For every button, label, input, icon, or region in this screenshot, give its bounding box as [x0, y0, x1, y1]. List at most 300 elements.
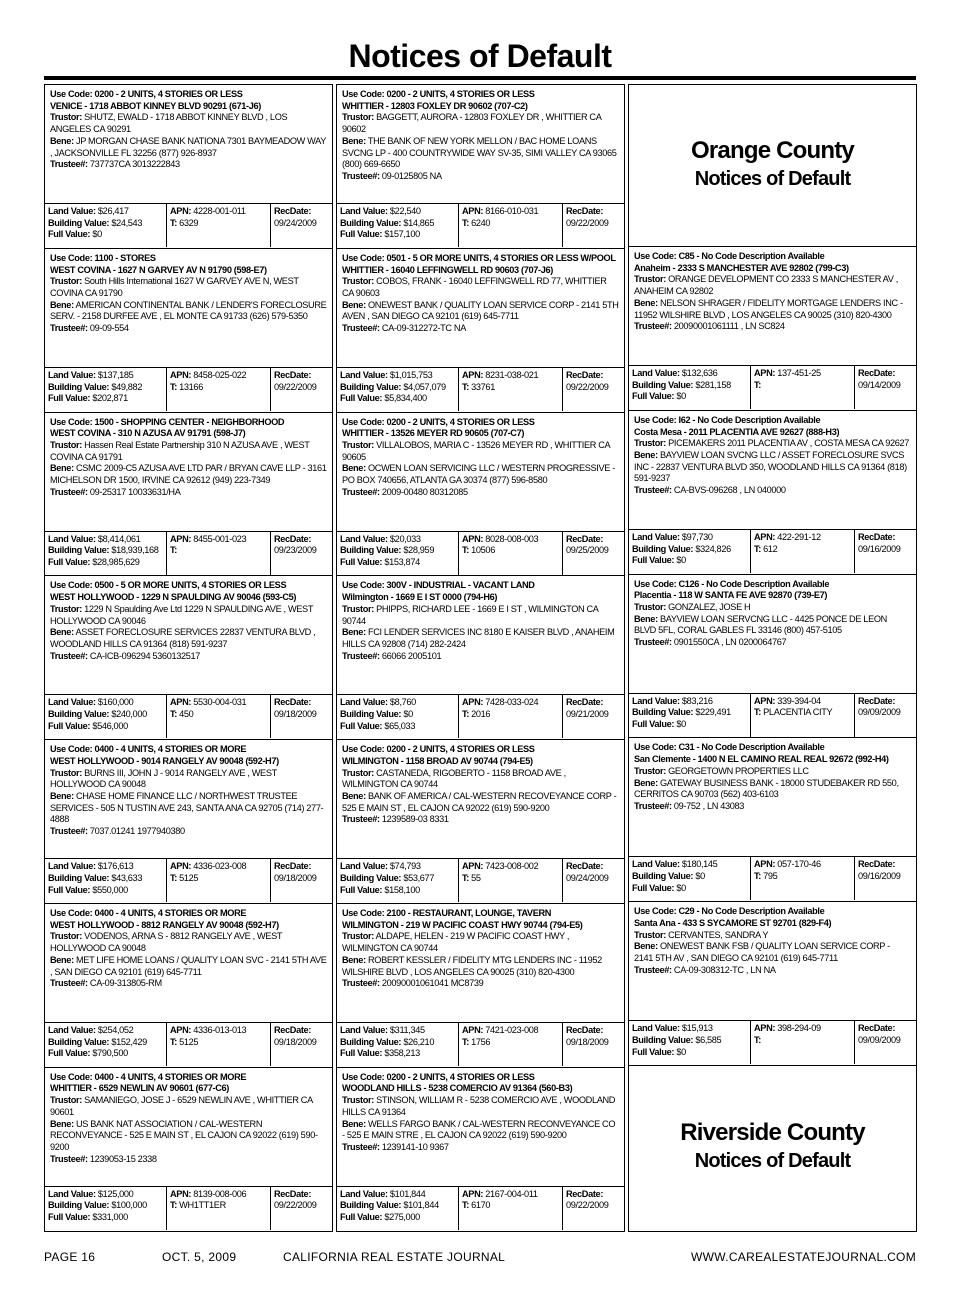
full-value: [340, 557, 455, 569]
notice-stats: [45, 695, 332, 738]
recdate-value: 09/25/2009: [566, 545, 609, 556]
trustor-value: South Hills International 1627 W GARVEY AVE N, WEST COVINA CA 91790: [50, 276, 299, 298]
trustor-value: BAGGETT, AURORA - 12803 FOXLEY DR , WHITTIER CA 90602: [342, 112, 601, 135]
tract-label: T:: [170, 545, 177, 556]
recdate-cell: [271, 695, 332, 738]
land-value-label: Land Value:: [632, 859, 680, 870]
property-address: Santa Ana - 433 S SYCAMORE ST 92701 (829-F4): [634, 917, 832, 928]
recdate-label: RecDate:: [566, 1024, 604, 1035]
notice-stats: [337, 695, 624, 738]
recdate-value: 09/22/2009: [566, 381, 609, 392]
trustee-value: CA-BVS-096268 , LN 040000: [673, 485, 786, 496]
tract-value: 6329: [179, 217, 199, 228]
beneficiary-label: Bene:: [342, 1118, 366, 1129]
full-value-label: Full Value:: [48, 1212, 91, 1223]
full-value: [48, 1048, 163, 1060]
trustee-line: [634, 637, 911, 649]
recdate-value: 09/21/2009: [566, 709, 609, 720]
apn-label: APN:: [170, 697, 192, 708]
trustee-line: [634, 801, 911, 813]
full-value: [340, 229, 455, 241]
trustor-line: [50, 112, 327, 135]
full-value-amount: $358,213: [384, 1048, 420, 1059]
value-cell: [337, 1023, 459, 1066]
footer-date: OCT. 5, 2009: [162, 1250, 237, 1264]
apn-cell: [167, 1023, 271, 1066]
trustor-line: [50, 931, 327, 954]
building-value-amount: $240,000: [111, 709, 147, 720]
apn: [462, 1189, 559, 1201]
building-value-amount: $100,000: [111, 1200, 147, 1211]
building-value-label: Building Value:: [340, 1036, 402, 1047]
apn-label: APN:: [462, 533, 484, 544]
trustee-label: Trustee#:: [342, 486, 380, 497]
notice-stats: [45, 1187, 332, 1230]
value-cell: [45, 1187, 167, 1230]
apn-value: 057-170-46: [777, 859, 821, 870]
building-value-label: Building Value:: [340, 872, 402, 883]
beneficiary-label: Bene:: [342, 791, 366, 801]
tract: [754, 871, 851, 883]
apn-label: APN:: [754, 368, 776, 378]
tract-label: T:: [754, 543, 761, 554]
notice-stats: [629, 694, 916, 737]
full-value-amount: $0: [676, 882, 686, 893]
apn-label: APN:: [462, 1188, 484, 1199]
apn-label: APN:: [170, 1024, 192, 1035]
apn-value: 4336-013-013: [193, 1024, 247, 1035]
building-value-label: Building Value:: [340, 217, 402, 228]
notice-stats: [45, 859, 332, 902]
property-address: WEST HOLLYWOOD - 8812 RANGELY AV 90048 (592-H7): [50, 919, 279, 930]
land-value-label: Land Value:: [48, 533, 96, 544]
full-value-label: Full Value:: [48, 229, 91, 240]
beneficiary-line: [342, 300, 619, 323]
beneficiary-label: Bene:: [342, 954, 366, 965]
apn-label: APN:: [462, 206, 484, 216]
apn-cell: [459, 368, 563, 411]
trustee-label: Trustee#:: [342, 170, 380, 181]
trustee-value: 1239589-03 8331: [381, 814, 449, 825]
full-value-amount: $0: [676, 1046, 686, 1057]
beneficiary-value: NELSON SHRAGER / FIDELITY MORTGAGE LENDERS INC - 11952 WILSHIRE BLVD , LOS ANGELES CA 90025 (310) 820-4300: [634, 297, 903, 320]
full-value-amount: $153,874: [384, 557, 420, 567]
full-value: [632, 1047, 747, 1059]
building-value: [632, 707, 747, 719]
apn-value: 8028-008-003: [485, 533, 539, 544]
beneficiary-value: ONEWEST BANK FSB / QUALITY LOAN SERVICE CORP - 2141 5TH AV , SAN DIEGO CA 92101 (619) 645-7711: [634, 941, 890, 963]
recdate-cell: [271, 532, 332, 575]
land-value-label: Land Value:: [48, 369, 96, 380]
beneficiary-line: [342, 136, 619, 171]
land-value-amount: $176,613: [97, 861, 134, 872]
tract-label: T:: [462, 217, 469, 228]
apn: [462, 861, 559, 873]
recdate-label: RecDate:: [566, 697, 604, 708]
trustor-line: [342, 440, 619, 463]
property-address: WHITTIER - 6529 NEWLIN AV 90601 (677-C6): [50, 1083, 229, 1094]
beneficiary-line: [50, 955, 327, 978]
apn: [462, 697, 559, 709]
notice-body: [629, 902, 916, 1021]
apn-value: 7423-008-002: [485, 861, 539, 872]
apn-value: 137-451-25: [777, 368, 821, 378]
full-value-label: Full Value:: [340, 1212, 383, 1223]
trustee-value: 1239141-10 9367: [381, 1142, 449, 1152]
property-address: Anaheim - 2333 S MANCHESTER AVE 92802 (799-C3): [634, 262, 849, 273]
trustee-label: Trustee#:: [50, 323, 88, 334]
beneficiary-label: Bene:: [634, 449, 658, 460]
property-address: Costa Mesa - 2011 PLACENTIA AVE 92627 (888-H3): [634, 426, 840, 437]
riverside-county-heading: [629, 1119, 916, 1175]
notice-body: [629, 411, 916, 530]
full-value-amount: $331,000: [92, 1212, 128, 1223]
full-value: [632, 883, 747, 895]
building-value: [340, 1037, 455, 1049]
recdate-cell: [855, 857, 916, 900]
recdate-label: RecDate:: [858, 531, 896, 542]
tract-label: T:: [754, 871, 761, 882]
tract: [170, 1200, 267, 1212]
trustee-value: 09-0125805 NA: [381, 170, 442, 181]
trustee-value: 20090001061041 MC8739: [381, 978, 484, 989]
land-value: [48, 1189, 163, 1201]
land-value: [340, 861, 455, 873]
apn-label: APN:: [754, 695, 776, 706]
notice-body: [45, 576, 332, 695]
beneficiary-label: Bene:: [342, 463, 366, 474]
recdate-label: RecDate:: [566, 861, 604, 872]
recdate-value: 09/24/2009: [566, 872, 609, 883]
trustee-line: [634, 965, 911, 977]
trustor-line: [50, 768, 327, 791]
use-code: Use Code: C31 - No Code Description Available: [634, 742, 825, 753]
notice-card: [45, 249, 332, 413]
column-2: [336, 84, 625, 1232]
full-value-label: Full Value:: [632, 555, 675, 566]
apn-label: APN:: [462, 861, 484, 872]
full-value: [340, 721, 455, 733]
use-code: Use Code: 0501 - 5 OR MORE UNITS, 4 STORIES OR LESS W/POOL: [342, 252, 616, 263]
notice-card: [629, 902, 916, 1066]
notice-body: [337, 249, 624, 368]
land-value-amount: $15,913: [681, 1023, 713, 1034]
beneficiary-value: ASSET FORECLOSURE SERVICES 22837 VENTURA BLVD , WOODLAND HILLS CA 91364 (818) 591-9237: [50, 627, 316, 649]
building-value: [48, 382, 163, 394]
land-value: [632, 368, 747, 380]
recdate-value: 09/18/2009: [274, 872, 317, 883]
trustee-line: [342, 1142, 619, 1154]
use-code: Use Code: 0500 - 5 OR MORE UNITS, 4 STORIES OR LESS: [50, 580, 287, 591]
property-address: WILMINGTON - 219 W PACIFIC COAST HWY 90744 (794-E5): [342, 919, 583, 930]
trustor-label: Trustor:: [342, 1095, 374, 1106]
tract-label: T:: [170, 217, 177, 228]
tract: [462, 873, 559, 885]
full-value-label: Full Value:: [340, 557, 383, 567]
recdate-label: RecDate:: [274, 369, 312, 380]
land-value-amount: $137,185: [97, 369, 134, 380]
footer-page: PAGE 16: [44, 1250, 96, 1264]
apn-cell: [167, 859, 271, 902]
trustor-label: Trustor:: [50, 767, 82, 778]
building-value: [340, 545, 455, 557]
land-value: [340, 534, 455, 546]
notice-body: [337, 1068, 624, 1187]
trustee-label: Trustee#:: [50, 1153, 88, 1164]
notice-stats: [629, 1021, 916, 1064]
apn-label: APN:: [754, 1023, 776, 1034]
full-value-label: Full Value:: [632, 719, 675, 729]
value-cell: [45, 532, 167, 575]
full-value-amount: $5,834,400: [384, 393, 427, 404]
recdate-label: RecDate:: [274, 697, 312, 708]
use-code: Use Code: 0400 - 4 UNITS, 4 STORIES OR MORE: [50, 1071, 247, 1082]
property-address: WEST HOLLYWOOD - 1229 N SPAULDING AV 90046 (593-C5): [50, 592, 297, 603]
building-value-amount: $0: [695, 871, 705, 882]
building-value-label: Building Value:: [48, 217, 110, 228]
beneficiary-value: GATEWAY BUSINESS BANK - 18000 STUDEBAKER RD 550, CERRITOS CA 90703 (562) 403-6103: [634, 777, 899, 800]
full-value-amount: $550,000: [92, 884, 128, 895]
beneficiary-value: BAYVIEW LOAN SERVCNG LLC - 4425 PONCE DE LEON BLVD 5FL, CORAL GABLES FL 33146 (800) 457-5105: [634, 613, 887, 636]
full-value-amount: $28,985,629: [92, 557, 140, 567]
building-value: [340, 873, 455, 885]
tract-label: T:: [462, 1036, 469, 1047]
riverside-county-title: Riverside County: [680, 1119, 865, 1146]
trustor-value: CASTANEDA, RIGOBERTO - 1158 BROAD AVE , WILMINGTON CA 90744: [342, 767, 566, 790]
land-value-amount: $160,000: [97, 697, 134, 708]
trustor-value: VILLALOBOS, MARIA C - 13526 MEYER RD , WHITTIER CA 90605: [342, 440, 610, 462]
building-value-label: Building Value:: [340, 709, 402, 720]
trustee-label: Trustee#:: [634, 485, 672, 496]
tract-value: 13166: [179, 381, 203, 392]
trustor-label: Trustor:: [634, 438, 666, 449]
tract-label: T:: [170, 1036, 177, 1047]
apn-value: 4228-001-011: [193, 206, 246, 216]
recdate-value: 09/22/2009: [566, 217, 609, 228]
apn-value: 4336-023-008: [193, 861, 247, 872]
land-value-amount: $8,414,061: [97, 533, 141, 544]
tract-label: T:: [754, 379, 761, 390]
recdate-cell: [271, 204, 332, 247]
building-value-label: Building Value:: [340, 1200, 402, 1211]
trustee-value: CA-ICB-096294 5360132517: [89, 650, 201, 661]
apn-cell: [459, 1187, 563, 1230]
land-value-label: Land Value:: [48, 861, 96, 872]
notice-card: [337, 740, 624, 904]
full-value-amount: $0: [92, 229, 102, 240]
tract: [170, 545, 267, 557]
trustee-label: Trustee#:: [50, 159, 88, 170]
use-code: Use Code: C29 - No Code Description Available: [634, 906, 825, 917]
apn-label: APN:: [170, 533, 192, 544]
notice-card: [629, 247, 916, 411]
recdate-cell: [563, 695, 624, 738]
beneficiary-label: Bene:: [634, 297, 658, 308]
full-value-label: Full Value:: [340, 884, 383, 895]
land-value-amount: $8,760: [389, 697, 416, 708]
full-value: [340, 1048, 455, 1060]
tract-value: WH1TT1ER: [179, 1200, 226, 1211]
recdate-value: 09/18/2009: [274, 709, 317, 720]
apn-value: 8166-010-031: [485, 206, 539, 216]
building-value: [48, 709, 163, 721]
recdate-value: 09/18/2009: [566, 1036, 609, 1047]
recdate-cell: [271, 368, 332, 411]
building-value: [632, 380, 747, 392]
use-code: Use Code: I62 - No Code Description Available: [634, 414, 821, 425]
building-value-amount: $43,633: [111, 872, 143, 883]
trustor-line: [634, 274, 911, 297]
building-value-label: Building Value:: [48, 709, 110, 720]
tract: [462, 1037, 559, 1049]
apn: [754, 696, 851, 708]
apn-cell: [459, 695, 563, 738]
building-value-label: Building Value:: [48, 545, 110, 556]
recdate-cell: [563, 368, 624, 411]
notice-body: [629, 247, 916, 366]
building-value-amount: $0: [403, 709, 413, 720]
notice-body: [337, 85, 624, 204]
beneficiary-line: [50, 300, 327, 323]
apn-cell: [167, 1187, 271, 1230]
trustor-value: COBOS, FRANK - 16040 LEFFINGWELL RD 77, WHITTIER CA 90603: [342, 276, 607, 298]
apn-cell: [751, 530, 855, 573]
trustee-label: Trustee#:: [342, 1142, 380, 1152]
trustor-value: VODENOS, ARNA S - 8812 RANGELY AVE , WEST HOLLYWOOD CA 90048: [50, 931, 283, 954]
land-value-label: Land Value:: [340, 206, 388, 216]
value-cell: [337, 532, 459, 575]
notice-stats: [337, 1187, 624, 1230]
value-cell: [45, 1023, 167, 1066]
use-code: Use Code: 0200 - 2 UNITS, 4 STORIES OR LESS: [50, 89, 243, 99]
trustor-label: Trustor:: [634, 274, 666, 285]
apn: [754, 532, 851, 544]
tract-label: T:: [754, 1034, 761, 1045]
tract-value: 612: [763, 543, 778, 554]
orange-county-subtitle: Notices of Default: [694, 168, 851, 190]
land-value-amount: $83,216: [681, 695, 713, 706]
notice-card: [337, 249, 624, 413]
apn-cell: [751, 366, 855, 409]
beneficiary-value: ROBERT KESSLER / FIDELITY MTG LENDERS INC - 11952 WILSHIRE BLVD , LOS ANGELES CA 90025 (310) 820-4300: [342, 954, 602, 977]
trustee-line: [342, 487, 619, 499]
apn: [462, 1025, 559, 1037]
value-cell: [629, 1021, 751, 1064]
beneficiary-line: [50, 136, 327, 159]
apn-label: APN:: [170, 206, 192, 216]
notice-body: [45, 904, 332, 1023]
land-value-label: Land Value:: [340, 697, 388, 708]
beneficiary-value: FCI LENDER SERVICES INC 8180 E KAISER BLVD , ANAHEIM HILLS CA 92808 (714) 282-2424: [342, 627, 615, 649]
notice-stats: [45, 1023, 332, 1066]
recdate-label: RecDate:: [274, 1024, 312, 1035]
building-value: [48, 545, 163, 557]
building-value-amount: $324,826: [695, 543, 731, 554]
notice-stats: [337, 1023, 624, 1066]
tract-value: 795: [763, 871, 778, 882]
land-value-label: Land Value:: [632, 1023, 680, 1034]
trustor-value: PICEMAKERS 2011 PLACENTIA AV , COSTA MESA CA 92627: [668, 438, 910, 449]
land-value-label: Land Value:: [48, 206, 96, 216]
property-address: Wilmington - 1669 E I ST 0000 (794-H6): [342, 592, 498, 603]
recdate-value: 09/18/2009: [274, 1036, 317, 1047]
trustee-value: 0901550CA , LN 0200064767: [673, 637, 787, 648]
trustee-label: Trustee#:: [342, 650, 380, 661]
notice-card: [45, 85, 332, 249]
trustee-value: 737737CA 3013222843: [89, 159, 180, 170]
tract: [170, 709, 267, 721]
land-value: [48, 534, 163, 546]
building-value: [48, 1200, 163, 1212]
beneficiary-line: [634, 614, 911, 637]
tract-label: T:: [754, 707, 761, 718]
trustor-line: [342, 276, 619, 299]
recdate-label: RecDate:: [566, 369, 604, 380]
recdate-cell: [563, 532, 624, 575]
recdate-cell: [855, 366, 916, 409]
notice-card: [337, 85, 624, 249]
full-value: [632, 719, 747, 731]
recdate-value: 09/23/2009: [274, 545, 317, 556]
tract: [754, 380, 851, 392]
use-code: Use Code: 0200 - 2 UNITS, 4 STORIES OR LESS: [342, 744, 535, 755]
beneficiary-line: [634, 778, 911, 801]
trustee-label: Trustee#:: [634, 964, 672, 975]
full-value: [48, 557, 163, 569]
tract-value: 6170: [471, 1200, 491, 1211]
trustor-label: Trustor:: [50, 440, 82, 450]
trustor-value: ALDAPE, HELEN - 219 W PACIFIC COAST HWY , WILMINGTON CA 90744: [342, 931, 570, 954]
beneficiary-label: Bene:: [50, 299, 74, 310]
tract-value: 33761: [471, 381, 495, 392]
use-code: Use Code: 0200 - 2 UNITS, 4 STORIES OR LESS: [342, 1071, 535, 1082]
tract-value: 5125: [179, 1036, 199, 1047]
land-value-label: Land Value:: [632, 531, 680, 542]
full-value-label: Full Value:: [340, 1048, 383, 1059]
full-value-amount: $790,500: [92, 1048, 128, 1059]
land-value: [48, 370, 163, 382]
apn: [170, 861, 267, 873]
value-cell: [337, 695, 459, 738]
property-address: WILMINGTON - 1158 BROAD AV 90744 (794-E5): [342, 755, 533, 766]
beneficiary-line: [634, 450, 911, 485]
beneficiary-label: Bene:: [342, 135, 366, 146]
use-code: Use Code: C85 - No Code Description Available: [634, 251, 825, 261]
building-value-label: Building Value:: [48, 872, 110, 883]
trustee-line: [342, 814, 619, 826]
land-value-label: Land Value:: [340, 369, 388, 380]
land-value-amount: $311,345: [389, 1024, 425, 1035]
trustee-value: 20090001061111 , LN SC824: [673, 321, 785, 332]
land-value: [340, 370, 455, 382]
beneficiary-line: [342, 463, 619, 486]
full-value-amount: $546,000: [92, 720, 128, 731]
trustee-value: CA-09-313805-RM: [89, 978, 162, 989]
value-cell: [337, 204, 459, 247]
land-value: [632, 1023, 747, 1035]
beneficiary-line: [50, 627, 327, 650]
beneficiary-label: Bene:: [342, 299, 366, 310]
full-value-label: Full Value:: [340, 229, 383, 240]
trustor-value: SHUTZ, EWALD - 1718 ABBOT KINNEY BLVD , LOS ANGELES CA 90291: [50, 112, 288, 135]
building-value-amount: $14,865: [403, 217, 435, 228]
recdate-label: RecDate:: [274, 206, 312, 216]
trustee-line: [50, 978, 327, 990]
recdate-cell: [855, 530, 916, 573]
building-value: [48, 873, 163, 885]
use-code: Use Code: 0400 - 4 UNITS, 4 STORIES OR MORE: [50, 907, 247, 918]
beneficiary-line: [342, 627, 619, 650]
